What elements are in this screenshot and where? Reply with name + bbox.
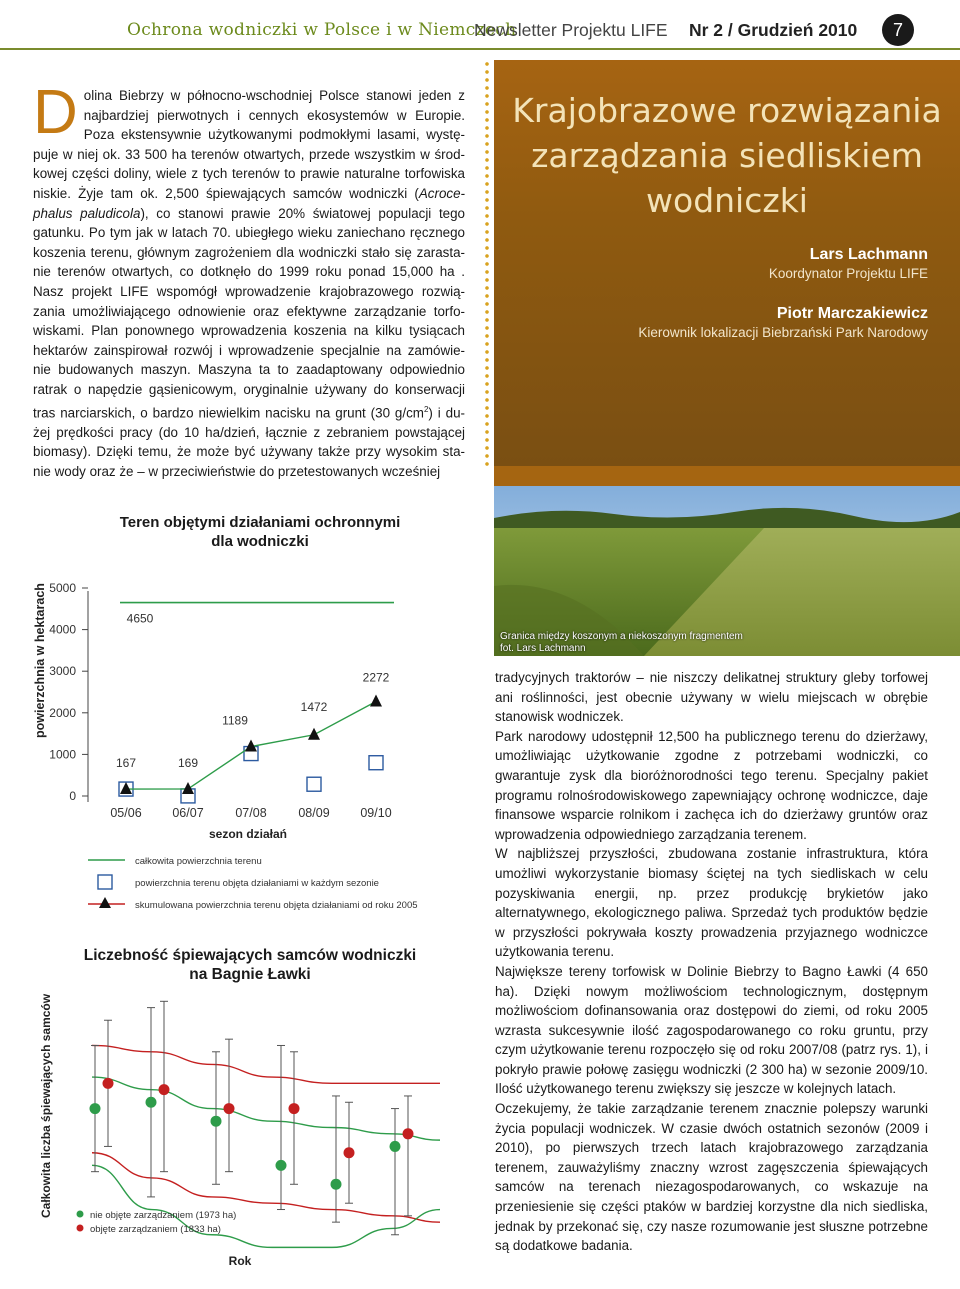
x-tick-label: 05/06 — [110, 806, 142, 820]
text-line: hektarów zainspirował rozwój i wprowadzenie specjalnie na zamówie- — [33, 342, 465, 358]
y-tick-label: 3000 — [49, 664, 76, 679]
newsletter-title: Newsletter Projektu LIFE — [474, 20, 668, 40]
page-header — [0, 0, 960, 62]
square-marker — [307, 777, 321, 791]
issue-number: Nr 2 / Grudzień 2010 — [689, 20, 858, 40]
x-tick-label: 07/08 — [235, 806, 267, 820]
area-chart — [0, 505, 480, 925]
author-role: Koordynator Projektu LIFE — [768, 266, 928, 281]
y-tick-label: 1000 — [49, 747, 76, 762]
right-column-text — [495, 668, 928, 1256]
meadow-photo-image — [494, 466, 960, 656]
data-label: 2272 — [362, 670, 390, 685]
data-point — [159, 1084, 170, 1095]
legend-label: nie objęte zarządzaniem (1973 ha) — [90, 1210, 237, 1221]
data-point — [146, 1097, 157, 1108]
data-label: 167 — [115, 756, 137, 771]
data-point — [390, 1141, 401, 1152]
y-tick-label: 2000 — [49, 705, 76, 720]
paragraph: Park narodowy udostępnił 12,500 ha publicznego terenu do dzierżawy, umożliwiając użytkowanie zgodne z potrzebami wodniczki, co gwarantuje zysk dla bioróżnorodności tego terenu. Specjalny pakiet programu rolnośrodowiskowego zapewniający ochronę wodniczce, daje finansowe wsparcie rolnikom i zachęca ich do dzierżawy gruntów oraz wprowadzenia odpowiedniego zarządzania terenem. — [495, 728, 928, 842]
text-line: biomasy). Dzięki temu, że może być używany także przy wysokim sta- — [33, 444, 465, 460]
y-tick-label: 0 — [69, 789, 76, 803]
data-label: 4650 — [126, 611, 154, 626]
caption-credit: fot. Lars Lachmann — [500, 643, 586, 654]
text-line: kowej części doliny, wiele z tych terenów to prawie naturalne torfowiska — [33, 166, 465, 182]
paragraph: W najbliższej przyszłości, zbudowana zostanie infrastruktura, która umożliwi wykorzystanie biomasy ściętej na tych siedliskach w celu pozyskiwania energii, np. przez produkcję brykietów jako alternatywnego, ekologicznego paliwa. Sprzedaż tych produktów będzie w przyszłości pokrywała koszty prowadzenia przyjaznego wodniczce użytkowania terenu. — [495, 846, 928, 960]
trend-line-green — [92, 1077, 440, 1140]
series-title: Ochrona wodniczki w Polsce i w Niemczech — [127, 20, 517, 40]
data-point — [289, 1103, 300, 1114]
legend-dot-icon — [77, 1225, 84, 1232]
intro-text — [33, 78, 466, 481]
legend-triangle-icon — [99, 897, 111, 908]
title-line: Krajobrazowe rozwiązania — [512, 91, 942, 130]
text-line: nie wody oraz że – w przeciwieństwie do przetestowanych wcześniej — [33, 463, 441, 479]
data-point — [403, 1128, 414, 1139]
caption-text: Granica między koszonym a niekoszonym fragmentem — [500, 631, 743, 642]
data-label: 169 — [177, 755, 199, 770]
y-tick-label: 5000 — [49, 581, 76, 595]
data-point — [103, 1078, 114, 1089]
text-line: nie budowanych maszyn. Maszyna ta to zaadaptowany odpowiednio — [33, 362, 465, 378]
legend-label: objęte zarządzaniem (1833 ha) — [90, 1224, 221, 1235]
text-line: nie terenów otwartych, co dotknęło do 1999 roku ponad 15,000 ha . — [33, 264, 465, 280]
article-banner — [494, 60, 960, 466]
title-line: wodniczki — [646, 181, 808, 220]
header-rule — [0, 48, 960, 50]
text-line: z najbardziej pierwotnych i cennych ekosystemów w Europie. — [83, 88, 465, 123]
y-axis-label: powierzchnia w hektarach — [33, 583, 47, 738]
author-role: Kierownik lokalizacji Biebrzański Park Narodowy — [638, 325, 928, 340]
chart1-plot — [0, 505, 480, 925]
text-line: ratrak o napędzie gąsienicowym, oryginalnie używany do konserwacji — [33, 381, 465, 397]
square-marker — [369, 756, 383, 770]
paragraph: tradycyjnych traktorów – nie niszczy delikatnej struktury gleby torfowej ani roślinności, jest obecnie używany w wielu miejscach w obrębie stanowisk wodniczek. — [495, 670, 928, 725]
text-line: olina Biebrzy w północno-wschodniej Polsce stanowi jeden — [83, 88, 452, 103]
text-line: ) i du- — [428, 404, 465, 420]
text-line: Poza ekstensywnie użytkowanymi podmokłymi lasami, wystę- — [83, 127, 465, 143]
legend-label: skumulowana powierzchnia terenu objęta działaniami od roku 2005 — [135, 900, 418, 911]
triangle-marker — [182, 782, 194, 794]
title-line: zarządzania siedliskiem — [531, 136, 923, 175]
text-line: gatunku. Po tym jak w latach 70. ubiegłego wieku zaniechano ręcznego — [33, 225, 465, 241]
text-line: puje w niej ok. 33 500 ha terenów otwartych, przede wszystkim w środ- — [33, 146, 465, 162]
x-tick-label: 06/07 — [172, 806, 204, 820]
text-line: wiskami. Plan ponownego wprowadzenia koszenia na kilku tysiącach — [33, 323, 465, 339]
legend-label: całkowita powierzchnia terenu — [135, 856, 262, 867]
chart1-title: Teren objętymi działaniami ochronnymi dla wodniczki — [119, 514, 401, 550]
data-label: 1472 — [300, 699, 328, 714]
drop-cap: D — [33, 78, 78, 147]
x-axis-label: sezon działań — [208, 827, 288, 841]
text-line: niskie. Żyje tam ok. 2,500 śpiewających samców wodniczki ( — [33, 185, 419, 201]
data-point — [90, 1103, 101, 1114]
data-point — [344, 1147, 355, 1158]
y-tick-label: 4000 — [49, 622, 76, 637]
legend-label: powierzchnia terenu objęta działaniami w każdym sezonie — [135, 878, 379, 889]
data-point — [224, 1103, 235, 1114]
y-axis-label: Całkowita liczba śpiewających samców — [39, 993, 53, 1218]
article-title — [494, 88, 960, 223]
species-name: Acroce- — [418, 185, 465, 201]
text-line: ), co stanowi prawie 20% światowej populacji tego — [140, 205, 466, 221]
paragraph: Oczekujemy, że takie zarządzanie terenem znacznie polepszy warunki życia populacji wodniczek. W czasie dwóch ostatnich sezonów (2009 i 2010), po pierwszych trzech latach krajobrazowego zarządzania terenem, zauważyliśmy znaczny wzrost zagęszczenia śpiewających samców na terenach niezagospodarowanych, co wskazuje na przeniesienie się części ptaków w bardziej korzystne dla nich siedliska, jednak by przekonać się, czy nasze rozumowanie jest słuszne potrzebne są dodatkowe badania. — [495, 1101, 928, 1254]
text-line: koszenia terenu, głównym zagrożeniem dla wodniczki stało się zarasta- — [33, 244, 465, 260]
author-name: Piotr Marczakiewicz — [776, 305, 928, 322]
chart2-plot — [0, 940, 480, 1280]
legend-dot-icon — [77, 1211, 84, 1218]
legend-square-icon — [98, 875, 112, 889]
author-block-2 — [638, 305, 928, 340]
trend-line-red — [92, 1045, 440, 1083]
data-point — [211, 1116, 222, 1127]
population-chart — [0, 940, 480, 1280]
data-point — [331, 1179, 342, 1190]
text-line: Nasz projekt LIFE wspomógł wprowadzenie krajobrazowego rozwią- — [33, 283, 465, 299]
paragraph: Największe tereny torfowisk w Dolinie Biebrzy to Bagno Ławki (4 650 ha). Dzięki nowym możliwościom technologicznym, dostępnym możliwościom dofinansowania oraz dostępowi do ziemi, od roku 2005 wzrasta sukcesywnie ilość zagospodarowanego co roku gruntu, przy czym użytkowanie terenu rozpoczęło się od roku 2007/08 (patrz rys. 1), i pokryło prawie połowę zasięgu wodniczki (2 300 ha) w sezonie 2009/10. Ilość użytkowanego terenu zwiększy się jeszcze w kolejnych latach. — [495, 963, 928, 1097]
author-name: Lars Lachmann — [809, 246, 928, 263]
x-tick-label: 08/09 — [298, 806, 330, 820]
data-label: 1189 — [222, 713, 248, 728]
triangle-marker — [370, 694, 382, 706]
photo-caption — [500, 631, 743, 655]
superscript: 2 — [423, 404, 429, 414]
triangle-marker — [308, 728, 320, 740]
dotted-divider — [484, 60, 490, 466]
meadow-photo — [494, 466, 960, 656]
data-point — [276, 1160, 287, 1171]
species-name: phalus paludicola — [33, 205, 141, 221]
text-line: tras narciarskich, o bardzo niewielkim nacisku na grunt (30 g/cm — [33, 404, 424, 420]
text-line: żej prędkości pracy (do 10 ha/dzień, łącznie z zebraniem powstającej — [33, 424, 465, 440]
chart2-title: Liczebność śpiewających samców wodniczki na Bagnie Ławki — [83, 947, 417, 983]
author-block-1 — [769, 246, 928, 281]
text-line: zania umożliwiającego odnowienie oraz efektywne zarządzanie torfo- — [33, 303, 465, 319]
x-axis-label: Rok — [228, 1254, 252, 1268]
page-number: 7 — [882, 14, 914, 46]
x-tick-label: 09/10 — [360, 806, 392, 820]
